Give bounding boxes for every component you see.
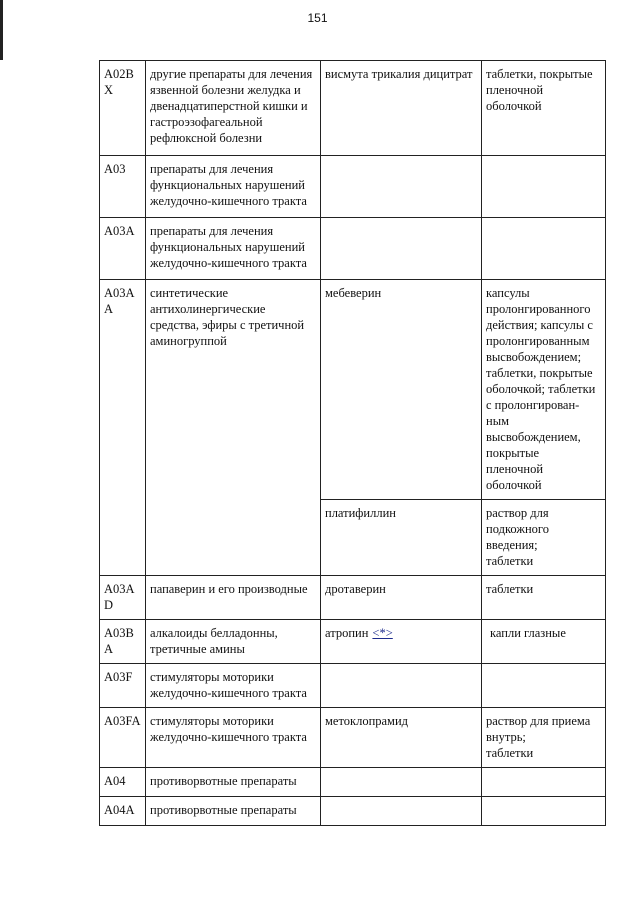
- atc-code: A03A: [100, 218, 146, 280]
- dosage-form: [482, 156, 606, 218]
- atc-code: A02B X: [100, 61, 146, 156]
- group-name: стимуляторы моторики желудочно-кишечного тракта: [146, 708, 321, 768]
- substance-name: [321, 797, 482, 826]
- atc-code: A03B A: [100, 620, 146, 664]
- group-name: препараты для лечения функциональных нарушений желудочно-кишечного тракта: [146, 218, 321, 280]
- group-name: стимуляторы моторики желудочно-кишечного тракта: [146, 664, 321, 708]
- substance-name: дротаверин: [321, 576, 482, 620]
- dosage-form: [482, 664, 606, 708]
- table-row: [100, 61, 606, 156]
- substance-name: висмута трикалия дицитрат: [321, 61, 482, 156]
- substance-name: мебеверин: [321, 280, 482, 500]
- substance-name: [321, 664, 482, 708]
- atc-code: A03FA: [100, 708, 146, 768]
- drug-table: [99, 60, 606, 826]
- substance-name: [321, 218, 482, 280]
- atc-code: A04: [100, 768, 146, 797]
- table-row: [100, 576, 606, 620]
- atc-code: A03A D: [100, 576, 146, 620]
- table-row: [100, 708, 606, 768]
- atc-code: A03A A: [100, 280, 146, 576]
- dosage-form: [482, 797, 606, 826]
- dosage-form: [482, 768, 606, 797]
- group-name: противорвотные препараты: [146, 797, 321, 826]
- substance-text: атропин: [325, 626, 369, 640]
- atc-code: A04A: [100, 797, 146, 826]
- page-number: 151: [307, 11, 328, 25]
- dosage-form: капли глазные: [482, 620, 606, 664]
- atc-code: A03F: [100, 664, 146, 708]
- dosage-form: раствор для подкожного введения; таблетки: [482, 500, 606, 576]
- substance-name: [321, 156, 482, 218]
- table-row: [100, 768, 606, 797]
- table-row: [100, 620, 606, 664]
- substance-name: [321, 768, 482, 797]
- table-row: [100, 218, 606, 280]
- page-left-edge: [0, 0, 3, 60]
- dosage-form: капсулы пролонгированного действия; капсулы с пролонгированным высвобождением; таблетки, покрытые оболочкой; таблетки с пролонгирован- ным высвобождением, покрытые пленочной оболочкой: [482, 280, 606, 500]
- group-name: препараты для лечения функциональных нарушений желудочно-кишечного тракта: [146, 156, 321, 218]
- group-name: папаверин и его производные: [146, 576, 321, 620]
- table-row: [100, 156, 606, 218]
- footnote-ref-link[interactable]: <*>: [372, 626, 393, 640]
- substance-name: платифиллин: [321, 500, 482, 576]
- group-name: другие препараты для лечения язвенной болезни желудка и двенадцатиперстной кишки и гастроэзофагеальной рефлюксной болезни: [146, 61, 321, 156]
- substance-name: [321, 620, 482, 664]
- dosage-form: раствор для приема внутрь; таблетки: [482, 708, 606, 768]
- table-row: [100, 797, 606, 826]
- group-name: противорвотные препараты: [146, 768, 321, 797]
- substance-name: метоклопрамид: [321, 708, 482, 768]
- group-name: алкалоиды белладонны, третичные амины: [146, 620, 321, 664]
- table-row: [100, 280, 606, 500]
- atc-code: A03: [100, 156, 146, 218]
- dosage-form: [482, 218, 606, 280]
- dosage-form: таблетки, покрытые пленочной оболочкой: [482, 61, 606, 156]
- table-row: [100, 664, 606, 708]
- group-name: синтетические антихолинергические средства, эфиры с третичной аминогруппой: [146, 280, 321, 576]
- dosage-form: таблетки: [482, 576, 606, 620]
